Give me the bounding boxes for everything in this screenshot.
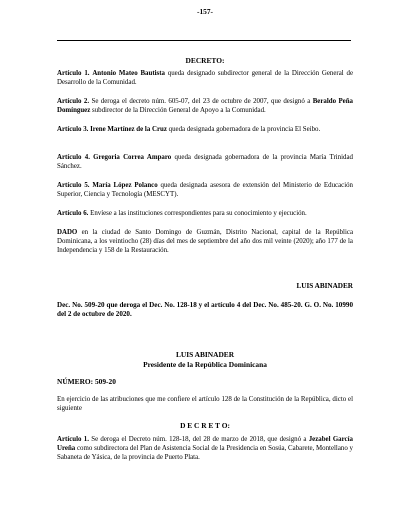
article-text: queda designado subdirector general de la Dirección General de Desarrollo de la Comunidad.: [57, 70, 353, 86]
appointee-name: María López Polanco: [92, 182, 158, 189]
article-label: Artículo 2.: [57, 98, 90, 105]
article-label: Artículo 1.: [57, 70, 90, 77]
article-3: [57, 126, 353, 135]
article-6: [57, 210, 353, 219]
article-2: [57, 98, 353, 116]
article-text: queda designada gobernadora de la provincia María Trinidad Sánchez.: [57, 154, 353, 170]
article-1-second-decree: [57, 436, 353, 462]
decree-number: NÚMERO: 509-20: [57, 377, 116, 386]
dado-label: DADO: [57, 229, 78, 236]
article-1: [57, 70, 353, 88]
header-rule: [57, 40, 351, 41]
article-text: como subdirectora del Plan de Asistencia Social de la Presidencia en Sosúa, Cabarete, Montellano y Sabaneta de Yásica, de la provincia de Puerto Plata.: [57, 444, 353, 461]
appointee-name: Irene Martínez de la Cruz: [90, 126, 167, 133]
article-4: [57, 154, 353, 172]
dado-paragraph: [57, 229, 353, 255]
article-text: queda designada asesora de extensión del Ministerio de Educación Superior, Ciencia y Tecnología (MESCYT).: [57, 182, 353, 198]
article-label: Artículo 3.: [57, 126, 89, 133]
appointee-name: Jezabel García Ureña: [57, 436, 353, 452]
decree-heading: DECRETO:: [185, 56, 225, 65]
dado-text: en la ciudad de Santo Domingo de Guzmán, Distrito Nacional, capital de la República Dominicana, a los veintiocho (28) días del mes de septiembre del año dos mil veinte (2020); año 177 de la Independencia y 158 de la Restauración.: [57, 229, 353, 254]
article-text: Se deroga el Decreto núm. 128-18, del 28 de marzo de 2018, que designó a: [88, 436, 309, 443]
article-text: queda designada gobernadora de la provincia El Seibo.: [166, 126, 321, 133]
appointee-name: Gregoria Correa Amparo: [93, 154, 172, 161]
preamble: En ejercicio de las atribuciones que me confiere el artículo 128 de la Constitución de la República, dicto el siguiente: [57, 396, 353, 412]
article-text: Se deroga el decreto núm. 605-07, del 23 de octubre de 2007, que designó a: [89, 98, 313, 105]
article-text: subdirector de la Dirección General de Apoyo a la Comunidad.: [90, 106, 266, 114]
signature: LUIS ABINADER: [296, 282, 353, 290]
decree-heading-2: D E C R E T O:: [180, 421, 230, 430]
decree-summary: Dec. No. 509-20 que deroga el Dec. No. 128-18 y el artículo 4 del Dec. No. 485-20. G. O. No. 10990 del 2 de octubre de 2020.: [57, 301, 353, 319]
president-title: Presidente de la República Dominicana: [143, 360, 267, 369]
president-name: LUIS ABINADER: [175, 350, 235, 359]
article-label: Artículo 6.: [57, 210, 89, 217]
article-text: Envíese a las instituciones correspondientes para su conocimiento y ejecución.: [88, 210, 307, 217]
article-5: [57, 182, 353, 200]
article-label: Artículo 4.: [57, 154, 90, 161]
article-label: Artículo 1.: [57, 436, 89, 443]
appointee-name: Beraldo Peña Domínguez: [57, 98, 353, 114]
article-label: Artículo 5.: [57, 182, 90, 189]
page-number: -157-: [196, 7, 213, 16]
appointee-name: Antonio Mateo Bautista: [92, 70, 165, 77]
